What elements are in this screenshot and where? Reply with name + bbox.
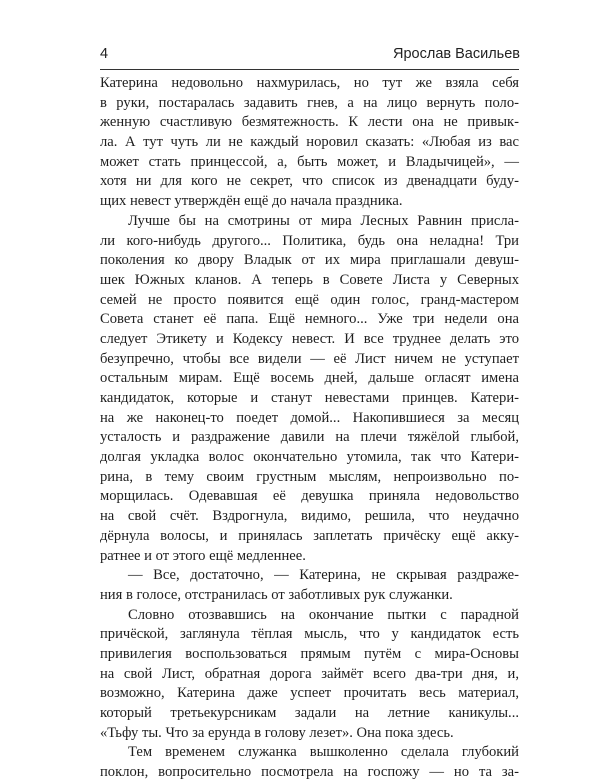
text-line: Лучше бы на смотрины от мира Лесных Равнин присла- [128,212,519,229]
text-line: причёской, заглянула тёплая мысль, что у кандидаток есть [100,626,519,643]
body-text [100,74,519,783]
text-line: поклон, вопросительно посмотрела на госпожу — но та за- [100,764,519,781]
text-line: Тем временем служанка вышколенно сделала глубокий [128,744,519,761]
paragraph [100,212,519,566]
running-title: Ярослав Васильев [393,46,520,62]
text-line: остальным мирам. Ещё восемь дней, дальше огласят имена [100,370,519,387]
text-line: ла. А тут чуть ли не каждый норовил сказать: «Любая из вас [100,134,519,151]
text-line: — Все, достаточно, — Катерина, не скрывая раздраже- [128,567,519,584]
text-line: хотя ни для кого не секрет, что список из двенадцати буду- [100,173,519,190]
text-line: женную счастливую безмятежность. К лести она не привык- [100,114,519,131]
text-line: ратнее и от этого ещё медленнее. [100,547,306,564]
text-line: поколения ко двору Владык от их мира приглашали девуш- [100,252,519,269]
text-line: Словно отозвавшись на окончание пытки с парадной [128,606,519,623]
text-line: щих невест утверждён ещё до начала праздника. [100,193,403,210]
paragraph [100,743,519,782]
text-line: рина, в тему своим грустным мыслям, непроизвольно по- [100,468,519,485]
text-line: усталость и раздражение давили на плечи тяжёлой глыбой, [100,429,519,446]
text-line: шек Южных кланов. А теперь в Совете Листа у Северных [100,271,519,288]
text-line: может стать принцессой, а, быть может, и Владычицей», — [100,153,519,170]
text-line: на свой Лист, обратная дорога займёт всего два-три дня, и, [100,665,519,682]
text-line: дёрнула волосы, и принялась заплетать причёску ещё акку- [100,527,519,544]
paragraph [100,566,519,605]
text-line: ния в голосе, отстранилась от заботливых рук служанки. [100,586,453,603]
text-line: безупречно, чтобы все видели — её Лист ничем не уступает [100,350,519,367]
text-line: Совета станет её папа. Ещё немного... Уже три недели она [100,311,519,328]
text-line: который третьекурсникам задали на летние каникулы... [100,705,519,721]
text-line: Катерина недовольно нахмурилась, но тут же взяла себя [100,75,519,91]
header-rule [100,69,519,70]
paragraph [100,606,519,744]
text-line: «Тьфу ты. Что за ерунда в голову лезет». Она пока здесь. [100,724,454,741]
page-header [100,46,520,66]
text-line: привилегия воспользоваться прямым путём с мира-Основы [100,645,519,662]
text-line: следует Этикету и Кодексу невест. И все труднее делать это [100,330,519,347]
text-line: кандидаток, которые и станут невестами принцев. Катери- [100,390,519,406]
text-line: на же наконец-то поедет домой... Накопившиеся за месяц [100,409,519,426]
paragraph [100,74,519,212]
text-line: морщилась. Одевавшая её девушка приняла недовольство [100,488,519,505]
text-line: ли кого-нибудь другого... Политика, будь она неладна! Три [100,232,519,249]
text-line: возможно, Катерина даже успеет прочитать весь материал, [100,685,519,702]
page-number: 4 [100,46,109,62]
text-line: на свой счёт. Вздрогнула, видимо, решила, что неудачно [100,508,519,525]
text-line: семей не просто появится ещё один голос, гранд-мастером [100,291,519,308]
text-line: в руки, постаралась задавить гнев, а на лицо вернуть поло- [100,94,519,111]
text-line: долгая укладка волос окончательно утомила, так что Катери- [100,449,519,466]
